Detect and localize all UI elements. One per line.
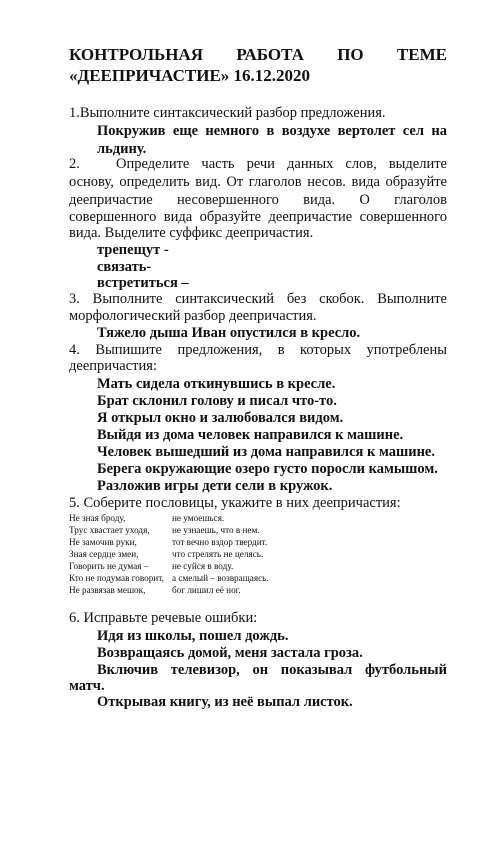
task2-line4: совершенного вида образуйте деепричастие совершенного	[69, 209, 447, 225]
title-word: РАБОТА	[236, 45, 304, 64]
task5-heading: 5. Соберите пословицы, укажите в них деепричастия:	[69, 495, 401, 511]
task2-line3: деепричастие несовершенного вида. О глаголов	[69, 192, 447, 208]
proverb-part-right: что стрелять не целясь.	[172, 549, 264, 559]
proverb-part-left: Не замочив руки,	[69, 537, 137, 547]
title-line-1	[69, 44, 447, 65]
task1-sentence-line2: льдину.	[97, 141, 147, 157]
task1-sentence-line1: Покружив еще немного в воздухе вертолет сел на	[97, 123, 447, 139]
task2-line5: вида. Выделите суффикс деепричастия.	[69, 225, 314, 241]
title-word: ТЕМЕ	[396, 45, 447, 64]
task6-sentence-line1: Включив телевизор, он показывал футбольный	[97, 662, 447, 678]
task3-line2: морфологический разбор деепричастия.	[69, 308, 317, 324]
task2-word: встретиться –	[97, 275, 189, 291]
task4-line2: деепричастия:	[69, 358, 157, 374]
task1-heading: 1.Выполните синтаксический разбор предложения.	[69, 105, 386, 121]
task6-sentence: Возвращаясь домой, меня застала гроза.	[97, 645, 363, 661]
proverb-part-left: Говорить не думая –	[69, 561, 149, 571]
task2-line1: 2. Определите часть речи данных слов, выделите	[69, 156, 447, 172]
proverb-part-right: не суйся в воду.	[172, 561, 234, 571]
task6-sentence: Открывая книгу, из неё выпал листок.	[97, 694, 353, 710]
proverb-part-left: Зная сердце змеи,	[69, 549, 139, 559]
task4-sentence: Мать сидела откинувшись в кресле.	[97, 376, 336, 392]
proverb-part-right: не умоешься.	[172, 513, 225, 523]
task3-sentence: Тяжело дыша Иван опустился в кресло.	[97, 325, 361, 341]
task4-sentence: Выйдя из дома человек направился к машине.	[97, 427, 404, 443]
task6-sentence: Идя из школы, пошел дождь.	[97, 628, 289, 644]
title-word: КОНТРОЛЬНАЯ	[69, 45, 204, 64]
task2-word: связать-	[97, 259, 152, 275]
task6-heading: 6. Исправьте речевые ошибки:	[69, 610, 258, 626]
proverb-part-right: тот вечно вздор твердит.	[172, 537, 268, 547]
proverb-part-left: Трус хвастает уходя,	[69, 525, 150, 535]
proverb-part-right: не узнаешь, что в нем.	[172, 525, 260, 535]
task3-line1: 3. Выполните синтаксический без скобок. Выполните	[69, 291, 447, 307]
page-title	[69, 44, 447, 86]
task4-sentence: Разложив игры дети сели в кружок.	[97, 478, 333, 494]
proverb-part-left: Не развязав мешок,	[69, 585, 146, 595]
task6-sentence-line2: матч.	[69, 678, 105, 694]
task4-sentence: Человек вышедший из дома направился к машине.	[97, 444, 435, 460]
task4-sentence: Я открыл окно и залюбовался видом.	[97, 410, 344, 426]
task2-word: трепещут -	[97, 242, 169, 258]
proverb-part-right: а смелый – возвращаясь.	[172, 573, 269, 583]
task2-line2: основу, определить вид. От глаголов несов. вида образуйте	[69, 174, 447, 190]
task4-sentence: Брат склонил голову и писал что-то.	[97, 393, 337, 409]
task4-line1: 4. Выпишите предложения, в которых употреблены	[69, 342, 447, 358]
task4-sentence: Берега окружающие озеро густо поросли камышом.	[97, 461, 438, 477]
proverb-part-right: бог лишил её ног.	[172, 585, 241, 595]
proverb-part-left: Кто не подумав говорит,	[69, 573, 164, 583]
title-line-2: «ДЕЕПРИЧАСТИЕ» 16.12.2020	[69, 66, 311, 85]
title-word: ПО	[337, 45, 364, 64]
proverb-part-left: Не зная броду,	[69, 513, 126, 523]
